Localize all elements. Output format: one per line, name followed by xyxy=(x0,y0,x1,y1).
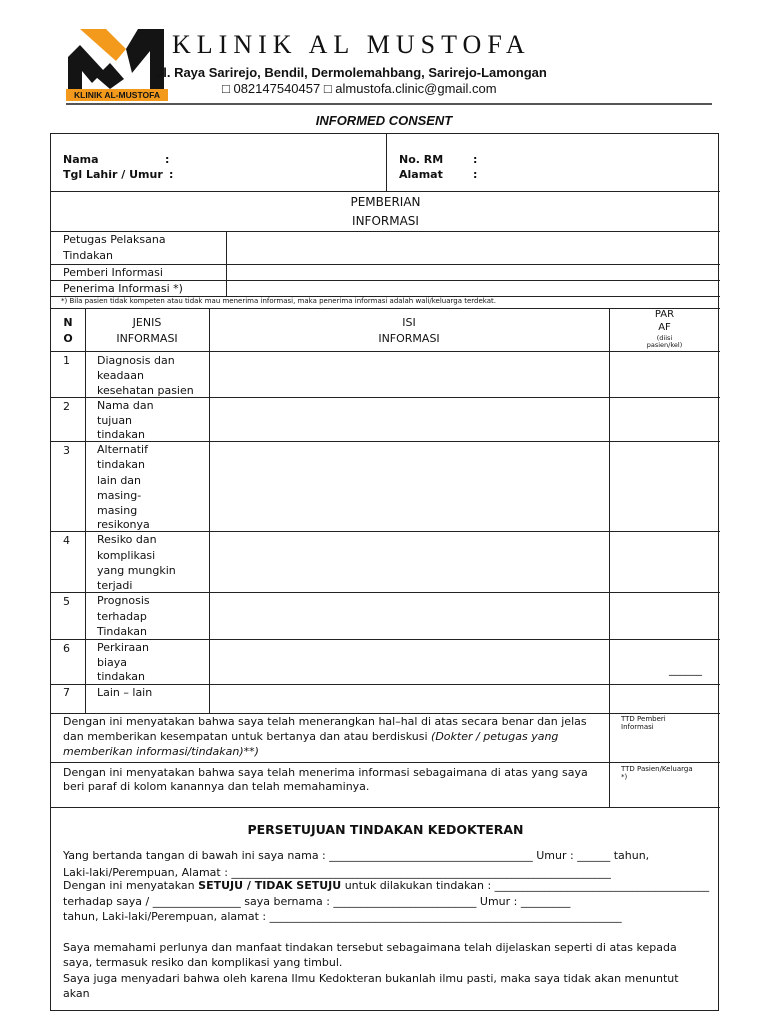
penerima-label: Penerima Informasi *) xyxy=(63,282,183,295)
row-3-jenis: masing- xyxy=(97,489,142,502)
divider xyxy=(51,762,720,763)
row-4-jenis: komplikasi xyxy=(97,549,156,562)
row-4-jenis: yang mungkin xyxy=(97,564,176,577)
row-6-paraf-line: ______ xyxy=(669,663,702,676)
consent-paragraph-4: akan xyxy=(63,987,90,1000)
row-6-jenis: biaya xyxy=(97,656,128,669)
row-4-jenis: terjadi xyxy=(97,579,133,592)
pemberian-heading-1: PEMBERIAN xyxy=(350,195,421,209)
clinic-contact: □ 082147540457 □ almustofa.clinic@gmail.com xyxy=(222,81,497,96)
col-isi-header-1: ISI xyxy=(402,316,416,329)
patient-dob-label: Tgl Lahir / Umur xyxy=(63,168,163,181)
divider xyxy=(51,351,720,352)
row-4-no: 4 xyxy=(63,534,70,547)
col-paraf-header-1: PAR xyxy=(654,309,675,320)
col-isi-header-2: INFORMASI xyxy=(378,332,440,345)
pemberi-label: Pemberi Informasi xyxy=(63,266,163,279)
col-paraf-header-2: AF xyxy=(658,322,671,333)
giver-statement-3: memberikan informasi/tindakan)**) xyxy=(63,745,259,758)
ttd-giver-label-2: Informasi xyxy=(621,723,654,731)
petugas-label-2: Tindakan xyxy=(63,249,114,262)
consent-line-3-c: untuk dilakukan tindakan : _______________________________________ xyxy=(341,879,710,892)
row-5-jenis: Prognosis xyxy=(97,594,150,607)
row-3-jenis: resikonya xyxy=(97,518,150,531)
patient-address-colon: : xyxy=(473,168,478,181)
row-6-no: 6 xyxy=(63,642,70,655)
petugas-label-1: Petugas Pelaksana xyxy=(63,233,166,246)
row-1-jenis: Diagnosis dan xyxy=(97,354,175,367)
receiver-statement-2: beri paraf di kolom kanannya dan telah memahaminya. xyxy=(63,780,370,793)
consent-heading: PERSETUJUAN TINDAKAN KEDOKTERAN xyxy=(247,822,524,837)
row-3-jenis: lain dan xyxy=(97,474,142,487)
patient-rm-label: No. RM xyxy=(399,153,444,166)
divider xyxy=(386,134,387,191)
row-3-jenis: Alternatif xyxy=(97,443,148,456)
penerima-footnote: *) Bila pasien tidak kompeten atau tidak mau menerima informasi, maka penerima informasi adalah wali/keluarga terdekat. xyxy=(61,297,496,305)
row-5-no: 5 xyxy=(63,595,70,608)
giver-statement-2-text: dan memberikan kesempatan untuk bertanya dan atau berdiskusi xyxy=(63,730,428,743)
consent-paragraph-1: Saya memahami perlunya dan manfaat tindakan tersebut sebagaimana telah dijelaskan seperti di atas kepada xyxy=(63,941,677,954)
patient-address-label: Alamat xyxy=(399,168,443,181)
patient-dob-colon: : xyxy=(169,168,174,181)
divider xyxy=(51,592,720,593)
divider xyxy=(226,231,227,296)
row-2-jenis: Nama dan xyxy=(97,399,154,412)
patient-name-colon: : xyxy=(165,153,170,166)
logo-text: KLINIK AL-MUSTOFA xyxy=(74,90,160,100)
col-no-header-2: O xyxy=(63,332,73,345)
row-2-jenis: tujuan xyxy=(97,414,133,427)
col-paraf-header-3: (diisi xyxy=(656,334,673,342)
row-6-jenis: Perkiraan xyxy=(97,641,149,654)
row-3-jenis: masing xyxy=(97,504,138,517)
divider xyxy=(51,807,720,808)
row-2-no: 2 xyxy=(63,400,70,413)
row-3-no: 3 xyxy=(63,444,70,457)
consent-paragraph-2: saya, termasuk resiko dan komplikasi yang timbul. xyxy=(63,956,343,969)
row-7-no: 7 xyxy=(63,686,70,699)
divider xyxy=(85,308,86,713)
ttd-receiver-label-1: TTD Pasien/Keluarga xyxy=(621,765,693,773)
col-no-header-1: N xyxy=(63,316,73,329)
ttd-giver-label-1: TTD Pemberi xyxy=(621,715,666,723)
consent-paragraph-3: Saya juga menyadari bahwa oleh karena Ilmu Kedokteran bukanlah ilmu pasti, maka saya tidak akan menuntut xyxy=(63,972,679,985)
row-4-jenis: Resiko dan xyxy=(97,533,157,546)
consent-choice: SETUJU / TIDAK SETUJU xyxy=(198,879,342,892)
giver-statement-2 xyxy=(63,729,558,744)
consent-line-1: Yang bertanda tangan di bawah ini saya nama : _____________________________________ Umur : ______ tahun, xyxy=(63,849,650,862)
divider xyxy=(51,639,720,640)
divider xyxy=(51,441,720,442)
row-1-no: 1 xyxy=(63,354,70,367)
clinic-name: KLINIK AL MUSTOFA xyxy=(172,30,531,59)
col-jenis-header-2: INFORMASI xyxy=(116,332,178,345)
consent-line-2: Laki-laki/Perempuan, Alamat : _____________________________________________________________________ xyxy=(63,866,611,879)
consent-line-3 xyxy=(63,878,709,893)
giver-statement-2-italic: (Dokter / petugas yang xyxy=(431,730,559,743)
pemberian-heading-2: INFORMASI xyxy=(352,214,419,228)
consent-line-4: terhadap saya / ________________ saya bernama : __________________________ Umur : _________ xyxy=(63,895,571,908)
consent-line-3-a: Dengan ini menyatakan xyxy=(63,879,199,892)
header-divider xyxy=(66,103,712,105)
divider xyxy=(609,308,610,807)
patient-name-label: Nama xyxy=(63,153,99,166)
consent-form xyxy=(50,133,719,1011)
col-jenis-header-1: JENIS xyxy=(132,316,162,329)
row-1-jenis: kesehatan pasien xyxy=(97,384,194,397)
row-2-jenis: tindakan xyxy=(97,428,145,441)
patient-rm-colon: : xyxy=(473,153,478,166)
row-3-jenis: tindakan xyxy=(97,458,145,471)
row-5-jenis: terhadap xyxy=(97,610,147,623)
clinic-logo xyxy=(66,27,168,101)
document-title: INFORMED CONSENT xyxy=(315,113,453,128)
divider xyxy=(209,308,210,713)
giver-statement-1: Dengan ini menyatakan bahwa saya telah menerangkan hal–hal di atas secara benar dan jelas xyxy=(63,715,587,728)
row-6-jenis: tindakan xyxy=(97,670,145,683)
divider xyxy=(51,191,720,192)
ttd-receiver-label-2: *) xyxy=(621,773,628,781)
row-1-jenis: keadaan xyxy=(97,369,144,382)
col-paraf-header-4: pasien/kel) xyxy=(646,341,683,349)
consent-line-5: tahun, Laki-laki/Perempuan, alamat : ________________________________________________________________ xyxy=(63,910,622,923)
row-7-jenis: Lain – lain xyxy=(97,686,153,699)
clinic-address: Jl. Raya Sarirejo, Bendil, Dermolemahbang, Sarirejo-Lamongan xyxy=(156,65,547,80)
receiver-statement-1: Dengan ini menyatakan bahwa saya telah menerima informasi sebagaimana di atas yang saya xyxy=(63,766,588,779)
row-5-jenis: Tindakan xyxy=(97,625,148,638)
